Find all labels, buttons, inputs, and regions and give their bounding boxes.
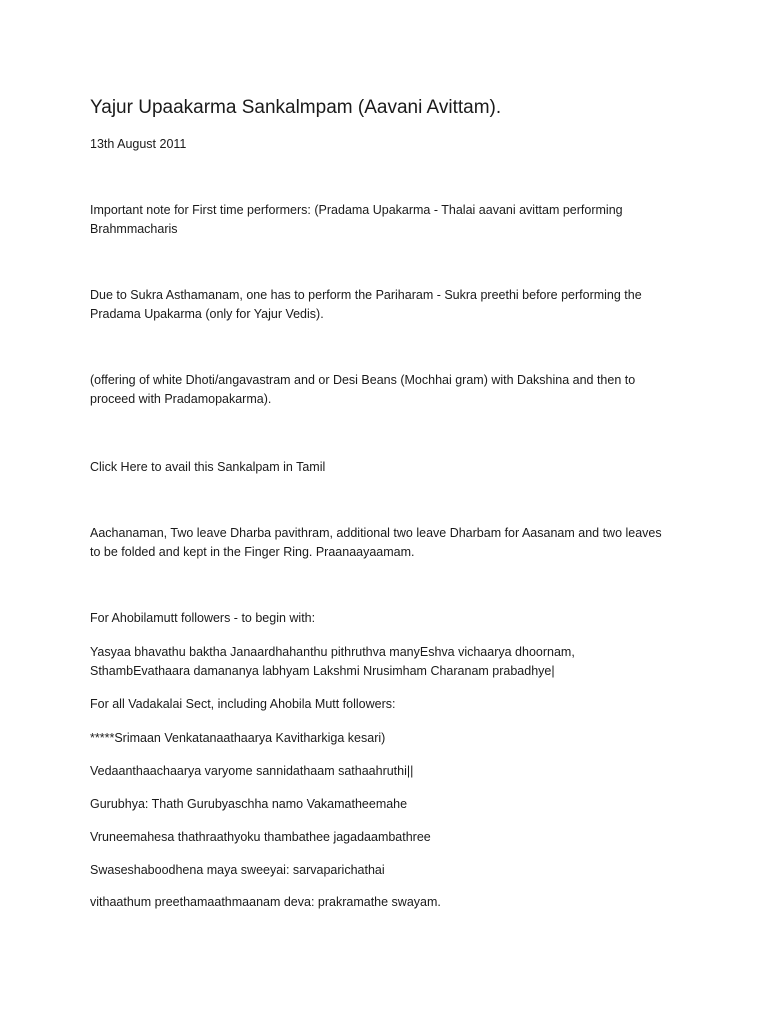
vruneema-line: Vruneemahesa thathraathyoku thambathee jagadaambathree [90,830,431,844]
document-title: Yajur Upaakarma Sankalmpam (Aavani Avittam). [90,97,502,118]
aachanam-line-1: Aachanaman, Two leave Dharba pavithram, additional two leave Dharbam for Aasanam and two leaves [90,526,662,540]
note-line-2: Brahmmacharis [90,222,178,236]
note-line-1: Important note for First time performers: (Pradama Upakarma - Thalai aavani avittam performing [90,203,623,217]
srimaan-line: *****Srimaan Venkatanaathaarya Kavitharkiga kesari) [90,731,386,745]
gurubhya-line: Gurubhya: Thath Gurubyaschha namo Vakamatheemahe [90,797,408,811]
offering-line-1: (offering of white Dhoti/angavastram and or Desi Beans (Mochhai gram) with Dakshina and then to [90,373,636,387]
swasesha-line: Swaseshaboodhena maya sweeyai: sarvaparichathai [90,863,385,877]
offering-line-2: proceed with Pradamopakarma). [90,392,272,406]
vedaantha-line: Vedaanthaachaarya varyome sannidathaam sathaahruthi|| [90,764,414,778]
vithaathum-line: vithaathum preethamaathmaanam deva: prakramathe swayam. [90,895,441,909]
yasyaa-line-2: SthambEvathaara damananya labhyam Lakshmi Nrusimham Charanam prabadhye| [90,664,555,678]
sukra-line-2: Pradama Upakarma (only for Yajur Vedis). [90,307,324,321]
date-line: 13th August 2011 [90,137,187,151]
aachanam-line-2: to be folded and kept in the Finger Ring. Praanaayaamam. [90,545,415,559]
tamil-sankalpam-link[interactable]: Click Here to avail this Sankalpam in Tamil [90,460,326,474]
yasyaa-line-1: Yasyaa bhavathu baktha Janaardhahanthu pithruthva manyEshva vichaarya dhoornam, [90,645,575,659]
sukra-line-1: Due to Sukra Asthamanam, one has to perform the Pariharam - Sukra preethi before performing the [90,288,642,302]
vadakalai-heading: For all Vadakalai Sect, including Ahobila Mutt followers: [90,697,396,711]
ahobila-heading: For Ahobilamutt followers - to begin with: [90,611,316,625]
